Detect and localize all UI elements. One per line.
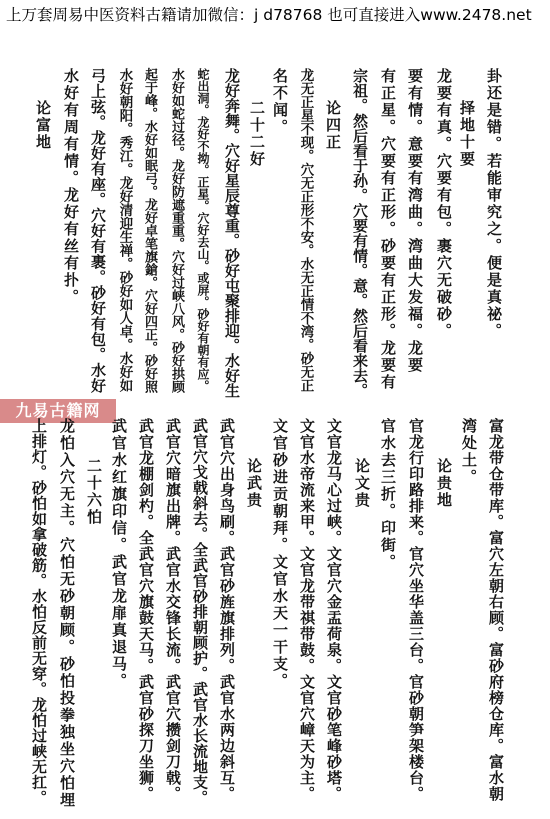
lower-column-15: 武官水红旗印信。武官龙扉真退马。 [110, 418, 128, 690]
watermark-text: 九易古籍网 [15, 401, 101, 420]
upper-column-13: 水好如蛇过径。龙好防遮重重。穴好过峡八风。砂好拱顾 [169, 68, 184, 393]
upper-column-5: 有正星。穴要有正形。砂要有正形。龙要有 [379, 68, 397, 391]
lower-column-11: 武官穴出身鸟刷。武官砂旌旗排列。武官水两边斜互。 [218, 418, 236, 802]
upper-column-15: 水好朝阳。秀江。龙好清迎生禅。砂好如人卓。水好如 [116, 68, 133, 392]
upper-column-9: 名不闻。 [271, 68, 289, 136]
upper-column-2: 择地十要 [458, 100, 476, 168]
upper-column-16: 弓上弦。龙好有座。穴好有裹。砂好有包。水好 [89, 68, 107, 394]
lower-column-18: 上排灯。砂怕如拿破筋。水怕反前无穿。龙怕过峡无扛。 [30, 418, 48, 806]
upper-column-6: 宗祖。然后看于孙。穴要有情。意。然后看来去。 [351, 68, 369, 398]
upper-column-8: 龙无正星不现。穴无正形不安。水无正情不湾。砂无正 [297, 68, 314, 392]
upper-column-7: 论四正 [324, 100, 342, 151]
lower-column-12: 武官穴戈戟斜去。全武官砂排朝顾护。武官水长流地支。 [191, 418, 209, 806]
lower-column-9: 文官砂进贡朝拜。文官水天一干支。 [271, 418, 289, 690]
upper-column-14: 起于峰。水好如眠弓。龙好卓笔旗鎗。穴好四正。砂好照 [142, 68, 157, 393]
lower-column-5: 官水去三折。印街。 [379, 418, 397, 571]
header-banner [0, 0, 550, 30]
upper-column-10: 二十二好 [248, 100, 266, 168]
upper-column-11: 龙好奔舞。穴好星辰尊重。砂好屯聚排迎。水好生 [223, 68, 241, 398]
upper-column-18: 论富地 [34, 100, 52, 151]
lower-column-1: 富龙带仓带库。富穴左朝右顾。富砂府榜仓库。富水朝 [487, 418, 505, 802]
lower-column-17: 龙怕入穴无主。穴怕无砂朝顾。砂怕投拳独坐穴怕埋 [58, 418, 76, 809]
lower-column-4: 官龙行印路排来。官穴坐华盖三台。官砂朝笋架楼台。 [407, 418, 425, 802]
upper-column-3: 龙要有真。穴要有包。裹穴无破砂。 [435, 68, 453, 340]
lower-column-8: 文官水帝流来甲。文官龙带祺带鼓。文官穴嶂天为主。 [298, 418, 316, 802]
lower-column-7: 文官龙马心过峡。文官穴金盂荷泉。文官砂笔峰砂塔。 [325, 418, 343, 802]
lower-column-2: 湾处土。 [460, 418, 478, 486]
lower-column-13: 武官穴暗旗出牌。武官水交锋长流。武官穴攒剑刀戟。 [164, 418, 182, 802]
lower-column-6: 论文贵 [353, 458, 371, 509]
upper-column-12: 蛇出洞。龙好不拗。正星。穴好去山。或屏。砂好有朝有应。 [196, 68, 210, 392]
lower-column-14: 武官龙棚剑杓。全武官穴旗鼓天马。武官砂探刀坐狮。 [137, 418, 155, 802]
upper-column-1: 卦还是错。若能审究之。便是真祕。 [485, 68, 503, 340]
banner-text: 上万套周易中医资料古籍请加微信：j d78768 也可直接进入www.2478.net [6, 6, 532, 24]
lower-column-10: 论武贵 [245, 458, 263, 509]
lower-column-3: 论贵地 [435, 458, 453, 509]
upper-column-4: 要有情。意要有湾曲。湾曲大发福。龙要 [406, 68, 424, 374]
upper-column-17: 水好有周有情。龙好有丝有扑。 [62, 68, 80, 306]
lower-column-16: 二十六怕 [85, 458, 103, 526]
